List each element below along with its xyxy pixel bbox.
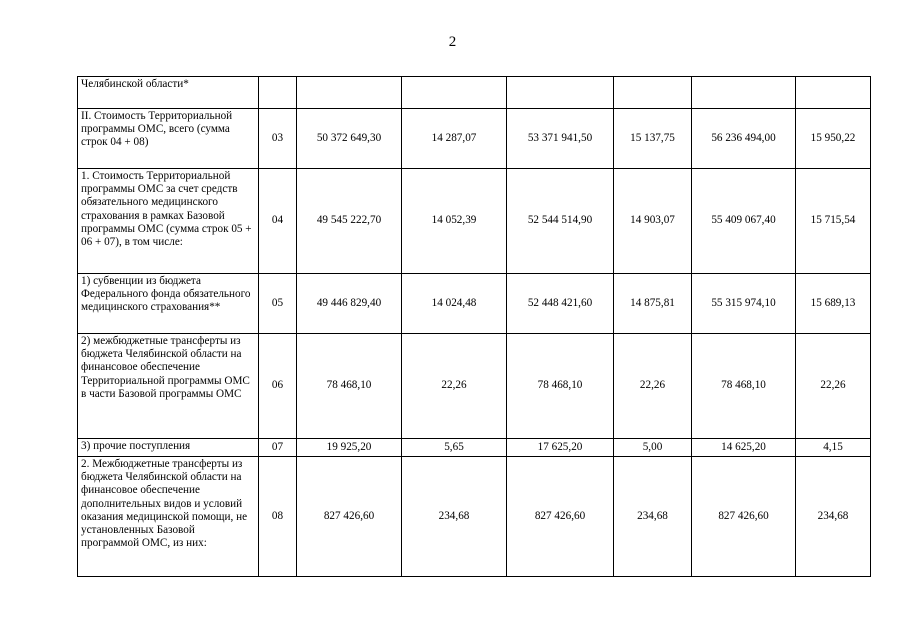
row-value: 53 371 941,50: [507, 109, 614, 169]
row-value: 55 315 974,10: [692, 274, 796, 334]
page-number: 2: [448, 34, 457, 50]
row-name: 2) межбюджетные трансферты из бюджета Челябинской области на финансовое обеспечение Территориальной программы ОМС в части Базовой программы ОМС: [78, 334, 259, 439]
row-value: 15 689,13: [796, 274, 871, 334]
row-name: II. Стоимость Территориальной программы ОМС, всего (сумма строк 04 + 08): [78, 109, 259, 169]
row-value: 14 875,81: [614, 274, 692, 334]
row-value: [614, 77, 692, 109]
table-row: [78, 439, 871, 457]
row-value: 22,26: [796, 334, 871, 439]
row-value: 78 468,10: [692, 334, 796, 439]
row-value: 55 409 067,40: [692, 169, 796, 274]
row-code: 06: [259, 334, 297, 439]
row-value: 78 468,10: [297, 334, 402, 439]
table-row: [78, 169, 871, 274]
row-name: 1. Стоимость Территориальной программы ОМС за счет средств обязательного медицинского страхования в рамках Базовой программы ОМС (сумма строк 05 + 06 + 07), в том числе:: [78, 169, 259, 274]
financing-table: [77, 76, 871, 577]
row-value: 78 468,10: [507, 334, 614, 439]
row-value: [692, 77, 796, 109]
row-value: 49 545 222,70: [297, 169, 402, 274]
table-row: [78, 109, 871, 169]
row-value: 234,68: [402, 457, 507, 577]
table-row: [78, 334, 871, 439]
row-name: 1) субвенции из бюджета Федерального фонда обязательного медицинского страхования**: [78, 274, 259, 334]
row-value: 5,00: [614, 439, 692, 457]
row-value: [507, 77, 614, 109]
table-row: [78, 457, 871, 577]
row-value: 22,26: [402, 334, 507, 439]
row-value: 14 625,20: [692, 439, 796, 457]
row-value: 19 925,20: [297, 439, 402, 457]
row-value: 56 236 494,00: [692, 109, 796, 169]
row-value: 22,26: [614, 334, 692, 439]
row-code: 04: [259, 169, 297, 274]
row-value: 15 137,75: [614, 109, 692, 169]
row-value: 14 024,48: [402, 274, 507, 334]
row-value: 14 052,39: [402, 169, 507, 274]
row-value: 15 950,22: [796, 109, 871, 169]
row-value: [297, 77, 402, 109]
row-value: 14 903,07: [614, 169, 692, 274]
row-value: 52 448 421,60: [507, 274, 614, 334]
row-value: 17 625,20: [507, 439, 614, 457]
row-value: 52 544 514,90: [507, 169, 614, 274]
table-row: [78, 77, 871, 109]
row-value: 827 426,60: [507, 457, 614, 577]
row-name: 2. Межбюджетные трансферты из бюджета Челябинской области на финансовое обеспечение дополнительных видов и условий оказания медицинской помощи, не установленных Базовой программой ОМС, из них:: [78, 457, 259, 577]
row-value: 4,15: [796, 439, 871, 457]
row-value: 234,68: [796, 457, 871, 577]
row-value: [402, 77, 507, 109]
row-code: 08: [259, 457, 297, 577]
row-value: 5,65: [402, 439, 507, 457]
row-code: 05: [259, 274, 297, 334]
row-value: [796, 77, 871, 109]
row-code: 03: [259, 109, 297, 169]
row-value: 14 287,07: [402, 109, 507, 169]
row-name: 3) прочие поступления: [78, 439, 259, 457]
row-code: [259, 77, 297, 109]
row-value: 827 426,60: [692, 457, 796, 577]
row-value: 49 446 829,40: [297, 274, 402, 334]
row-code: 07: [259, 439, 297, 457]
row-value: 15 715,54: [796, 169, 871, 274]
row-value: 827 426,60: [297, 457, 402, 577]
row-value: 50 372 649,30: [297, 109, 402, 169]
row-value: 234,68: [614, 457, 692, 577]
row-name: Челябинской области*: [78, 77, 259, 109]
table-row: [78, 274, 871, 334]
